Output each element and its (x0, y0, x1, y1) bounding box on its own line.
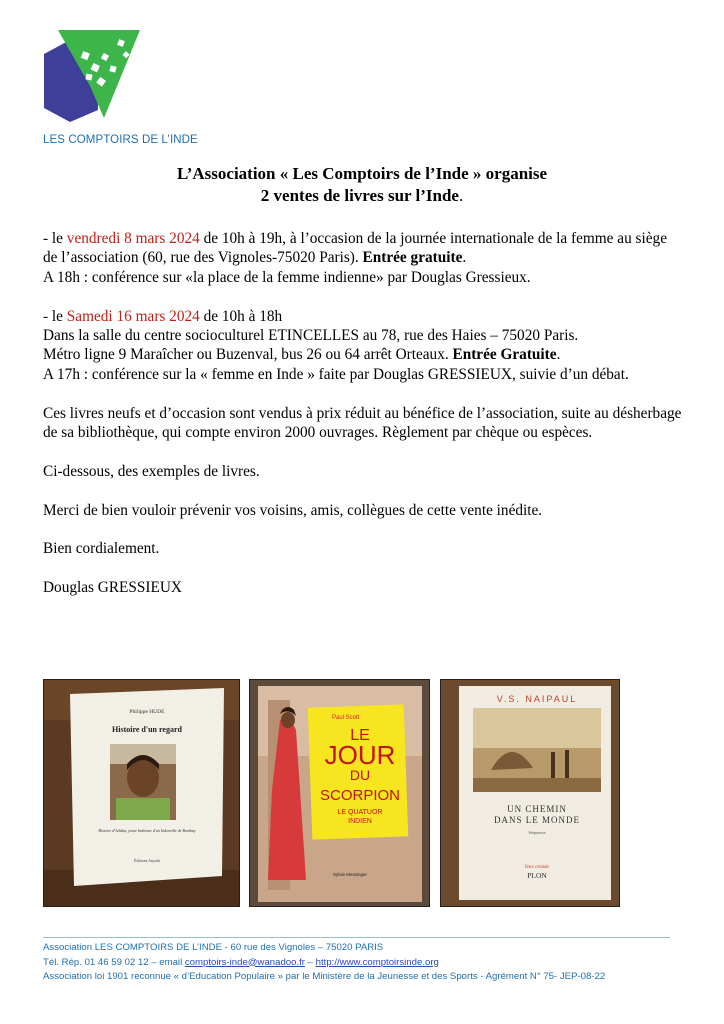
book-1-subtitle: Histoire d'Adisha, jeune Indienne d'un bidonville de Bombay (98, 828, 196, 833)
book-2-title-1: LE (350, 727, 370, 744)
book-3-author: V.S. NAIPAUL (496, 694, 578, 704)
book-1-title: Histoire d'un regard (112, 725, 182, 734)
footer-address: Association LES COMPTOIRS DE L’INDE - 60 rue des Vignoles – 75020 PARIS (43, 942, 384, 953)
book-2-publisher: Sylvie Messinger (332, 872, 368, 877)
book-1-publisher: Éditions Anyabi (134, 858, 160, 863)
closing-paragraph: Bien cordialement. (43, 540, 160, 558)
request-paragraph: Merci de bien vouloir prévenir vos voisins, amis, collègues de cette vente inédite. (43, 501, 543, 519)
book-photo-1 (43, 679, 240, 907)
books-paragraph: Ces livres neufs et d’occasion sont vendus à prix réduit au bénéfice de l’association, suite au désherbage de sa bibliothèque, qui compte environ 2000 ouvrages. Règlement par chèque ou espèces. (43, 404, 682, 442)
sale-1-conference: A 18h : conférence sur «la place de la femme indienne» par Douglas Gressieux. (43, 268, 531, 286)
footer-separator: – (305, 956, 316, 968)
sale-2-entry-dot: . (556, 346, 561, 364)
book-3-publisher: PLON (527, 871, 547, 880)
sale-2-date: Samedi 16 mars 2024 (66, 307, 200, 325)
book-3-series: feux croisés (524, 865, 550, 870)
page-title (0, 163, 724, 207)
book-1-author: Philippe HUDE (129, 709, 165, 715)
book-2-subtitle-2: INDIEN (348, 818, 372, 825)
book-3-title-2: DANS LE MONDE (494, 815, 580, 825)
book-3-subtitle: Séquence (528, 830, 546, 835)
book-2-title-2: JOUR (324, 740, 396, 770)
book-3-title-1: UN CHEMIN (507, 804, 567, 814)
signature: Douglas GRESSIEUX (43, 579, 182, 597)
sale-2-prefix: - le (43, 307, 67, 325)
website-link[interactable]: http://www.comptoirsinde.org (315, 956, 439, 968)
title-line-2 (0, 185, 724, 207)
sale-1-text-end: . (462, 249, 467, 267)
sale-1-date: vendredi 8 mars 2024 (66, 230, 200, 247)
letter-body (43, 229, 683, 617)
sale-2-conference: A 17h : conférence sur la « femme en Inde » faite par Douglas GRESSIEUX, suivie d’un débat. (43, 365, 629, 383)
sale-2-hours: de 10h à 18h (199, 307, 283, 325)
title-line-1: L’Association « Les Comptoirs de l’Inde » organise (176, 164, 548, 183)
title-line-2-text: 2 ventes de livres sur l’Inde (260, 186, 459, 205)
book-2-subtitle-1: LE QUATUOR (337, 809, 383, 816)
org-name: LES COMPTOIRS DE L’INDE (43, 134, 198, 146)
footer-phone: Tél. Rép. 01 46 59 02 12 – email (43, 956, 185, 968)
sale-2-metro: Métro ligne 9 Maraîcher ou Buzenval, bus 26 ou 64 arrêt Orteaux. (43, 346, 453, 364)
book-2-title-3: DU (349, 767, 371, 783)
email-link[interactable]: comptoirs-inde@wanadoo.fr (184, 956, 305, 968)
footer-accreditation: Association loi 1901 reconnue « d’Education Populaire » par le Ministère de la Jeunesse et des Sports - Agrément N° 75- JEP-08-22 (43, 971, 606, 982)
sale-2-paragraph (43, 307, 683, 385)
sale-1-prefix: - le (43, 230, 67, 247)
comptoirs-logo-icon (42, 26, 142, 122)
book-photo-2 (249, 679, 430, 907)
examples-paragraph: Ci-dessous, des exemples de livres. (43, 462, 260, 480)
footer-contact (43, 956, 605, 971)
footer (43, 941, 605, 985)
footer-divider (43, 937, 670, 938)
sale-1-text: de 10h à 19h, à l’occasion de la journée internationale de la femme au siège de l’association (60, rue des Vignoles-75020 Paris). (43, 230, 667, 267)
sale-1-entry: Entrée gratuite (362, 249, 463, 267)
sale-2-location: Dans la salle du centre socioculturel ETINCELLES au 78, rue des Haies – 75020 Paris. (43, 327, 579, 345)
book-photo-3 (440, 679, 620, 907)
title-line-2-dot: . (458, 186, 464, 205)
book-2-author: Paul Scott (332, 715, 360, 721)
sale-1-paragraph (43, 229, 683, 287)
book-2-title-4: SCORPION (319, 787, 401, 804)
sale-2-entry: Entrée Gratuite (452, 346, 557, 364)
